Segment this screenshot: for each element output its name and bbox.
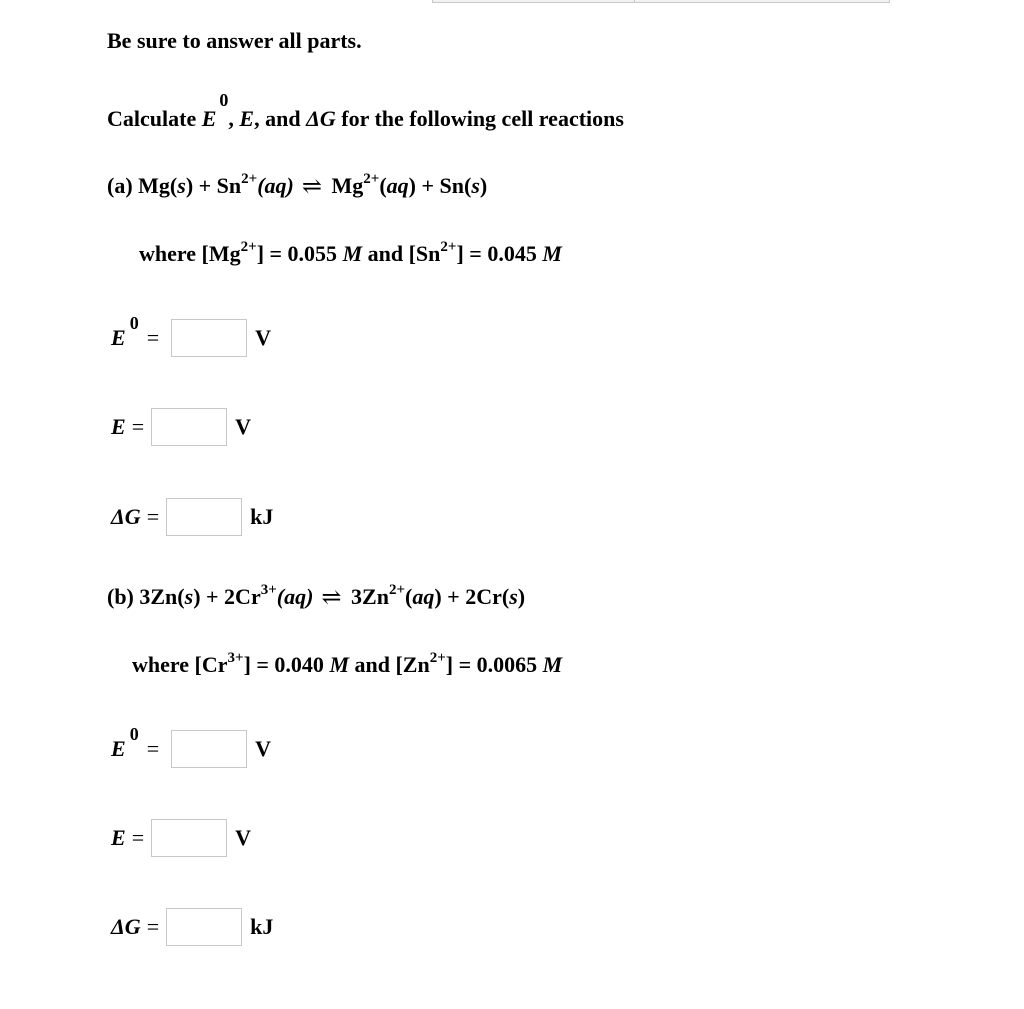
equilibrium-arrow-icon: ⇌ [301,174,322,200]
part-a-dg-input[interactable] [166,498,242,536]
part-b-state-1: s [184,584,194,609]
part-b-cond-unit-1: M [329,652,349,677]
prompt-lead: Calculate [107,106,202,131]
part-b-dg-label [111,914,159,940]
prompt-e0-symbol: E [201,106,217,131]
part-a-charge-2: 2+ [363,170,380,187]
part-a-e-equals: = [131,414,145,439]
part-b-e0-row [111,724,271,769]
part-b-e0-equals: = [146,736,160,761]
part-a-e-unit: V [235,414,251,439]
part-a-cond-charge-1: 2+ [240,238,257,255]
part-b-state-3: aq [412,584,435,609]
part-a-cond-3: and [Sn [362,241,441,266]
equilibrium-arrow-icon: ⇌ [321,585,342,611]
prompt-middle: , and [254,106,307,131]
part-b-e0-unit: V [255,736,271,761]
prompt-e0-superscript: 0 [219,89,229,110]
part-b-e-equals: = [131,825,145,850]
part-a-e-symbol: E [111,414,126,439]
part-b-dg-row [111,907,273,947]
part-b-e0-superscript: 0 [129,724,139,744]
part-b-dg-input[interactable] [166,908,242,946]
part-b-e-input[interactable] [151,819,227,857]
part-a-text-1: (a) Mg( [107,173,178,198]
part-a-e-label [111,414,144,440]
part-b-cond-charge-1: 3+ [227,649,244,666]
part-b-dg-equals: = [146,914,160,939]
part-a-state-1: s [177,173,186,198]
part-a-text-6: ( [379,173,387,198]
part-a-text-3: ( [257,173,265,198]
part-b-text-3: ( [276,584,285,609]
part-b-e-symbol: E [111,825,126,850]
part-a-e-row [111,407,251,447]
part-a-cond-charge-2: 2+ [440,238,457,255]
part-b-text-8: ) [517,584,526,609]
part-b-cond-2: ] = 0.040 [243,652,330,677]
part-a-dg-symbol: ΔG [111,504,141,529]
part-a-reaction [107,170,488,200]
part-a-e0-unit: V [255,325,271,350]
part-a-conditions [139,238,562,266]
part-a-charge-1: 2+ [241,170,258,187]
part-a-e-input[interactable] [151,408,227,446]
part-a-e0-row [111,313,271,358]
prompt-dg-symbol: ΔG [306,106,336,131]
part-a-cond-4: ] = 0.045 [456,241,543,266]
part-b-cond-unit-2: M [542,652,563,677]
part-a-dg-row [111,497,273,537]
part-b-dg-symbol: ΔG [111,914,141,939]
part-a-text-8: ) [479,173,488,198]
part-b-charge-2: 2+ [388,581,406,598]
instructions-text [107,30,362,52]
question-prompt [107,89,624,131]
part-b-text-2: ) + 2Cr [193,584,261,609]
part-a-e0-input[interactable] [171,319,247,357]
part-b-e0-input[interactable] [171,730,247,768]
part-a-state-4: s [471,173,480,198]
part-a-e0-label [111,313,160,351]
prompt-e-symbol: E [239,106,255,131]
part-a-text-5: Mg [325,173,364,198]
part-a-state-3: aq [386,173,409,198]
part-a-e0-superscript: 0 [129,313,139,333]
part-a-dg-label [111,504,159,530]
part-a-text-7: ) + Sn( [408,173,472,198]
part-b-dg-unit: kJ [250,914,274,939]
top-tab-strip [432,0,890,3]
tab-divider [634,0,635,3]
part-a-state-2: aq [264,173,287,198]
part-b-state-2: aq [284,584,307,609]
part-b-cond-4: ] = 0.0065 [445,652,543,677]
part-b-e-label [111,825,144,851]
part-b-text-4: ) [306,584,314,609]
part-b-cond-3: and [Zn [349,652,430,677]
part-b-e0-symbol: E [111,736,126,761]
part-a-cond-2: ] = 0.055 [256,241,343,266]
part-b-text-5: 3Zn [345,584,389,609]
part-a-cond-unit-1: M [342,241,363,266]
part-b-cond-charge-2: 2+ [429,649,446,666]
part-b-state-4: s [509,584,518,609]
part-b-cond-1: where [Cr [132,652,228,677]
part-b-e0-label [111,724,160,762]
part-b-text-6: ( [405,584,413,609]
part-b-conditions [132,649,563,677]
part-a-dg-unit: kJ [250,504,274,529]
instructions-label: Be sure to answer all parts. [107,28,362,53]
part-b-charge-1: 3+ [260,581,277,598]
part-b-text-7: ) + 2Cr( [434,584,510,609]
part-b-e-row [111,818,251,858]
prompt-comma: , [228,106,240,131]
part-b-e-unit: V [235,825,251,850]
part-a-dg-equals: = [146,504,160,529]
part-b-reaction [107,581,526,611]
part-a-cond-unit-2: M [542,241,562,266]
part-a-text-4: ) [286,173,294,198]
part-b-text-1: (b) 3Zn( [107,584,185,609]
part-a-text-2: ) + Sn [185,173,242,198]
prompt-tail: for the following cell reactions [335,106,624,131]
part-a-e0-equals: = [146,325,160,350]
part-a-cond-1: where [Mg [139,241,241,266]
part-a-e0-symbol: E [111,325,126,350]
